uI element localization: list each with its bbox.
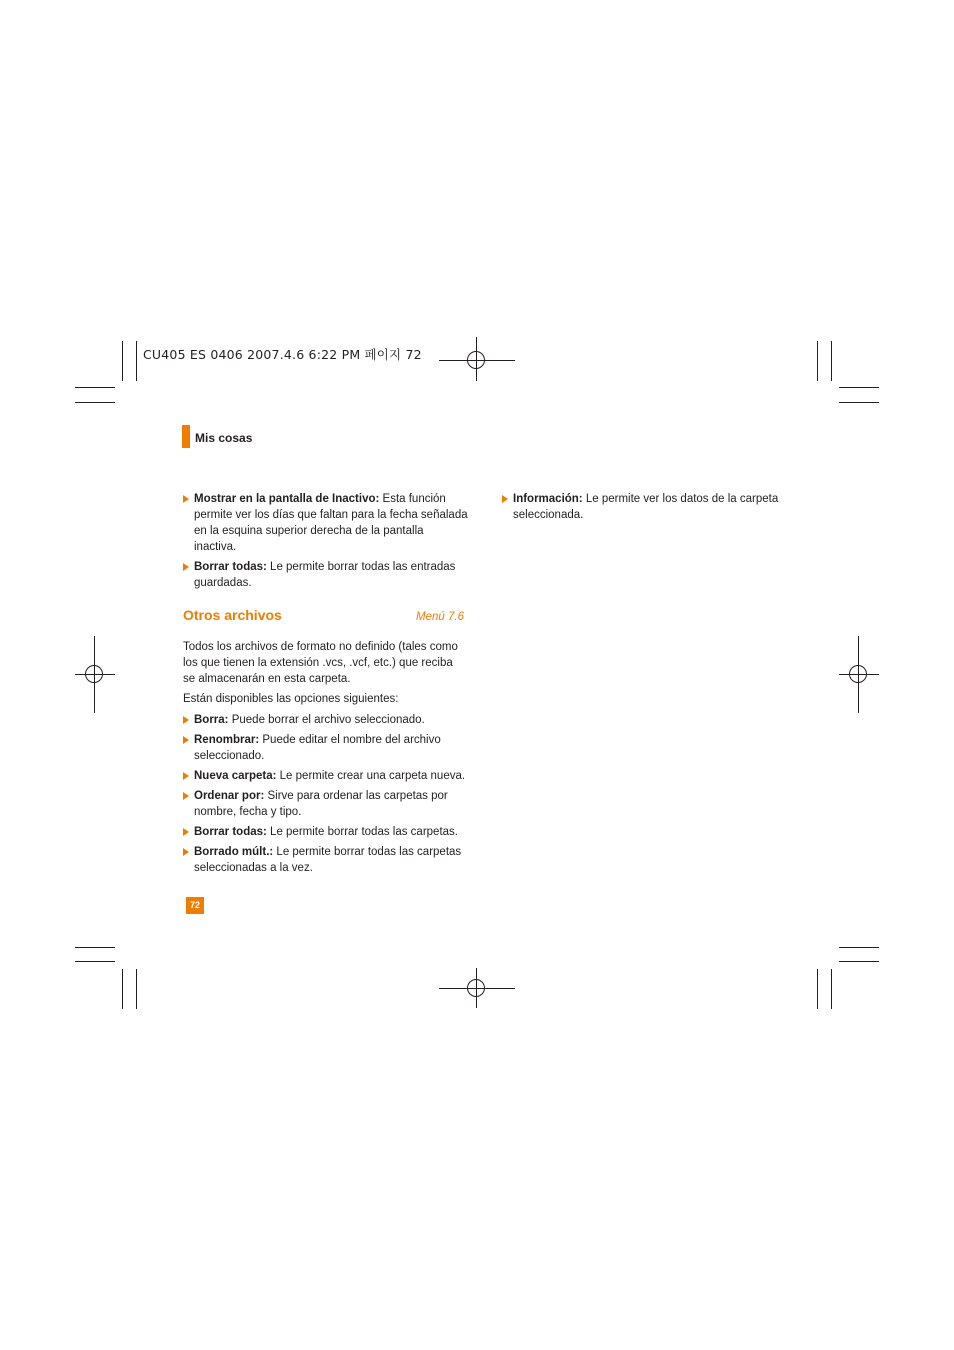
section-heading	[183, 607, 468, 627]
arrow-bullet-icon	[183, 736, 189, 744]
list-item	[502, 491, 792, 523]
list-item	[183, 768, 468, 784]
item-label: Renombrar:	[194, 734, 260, 746]
right-column	[502, 491, 792, 527]
item-label: Borrado múlt.:	[194, 846, 274, 858]
section-header-title: Mis cosas	[195, 431, 253, 445]
print-slug-line: CU405 ES 0406 2007.4.6 6:22 PM 페이지 72	[143, 347, 422, 362]
item-text: Le permite borrar todas las carpetas.	[266, 826, 458, 838]
arrow-bullet-icon	[502, 495, 508, 503]
list-item	[183, 559, 468, 591]
arrow-bullet-icon	[183, 716, 189, 724]
section-title: Otros archivos	[183, 607, 282, 623]
item-label: Mostrar en la pantalla de Inactivo:	[194, 493, 380, 505]
left-column	[183, 491, 468, 880]
item-label: Información:	[513, 493, 583, 505]
item-text: Le permite borrar todas las carpetas seleccionadas a la vez.	[194, 846, 462, 874]
list-item	[183, 491, 468, 555]
list-item	[183, 732, 468, 764]
item-text: Le permite borrar todas las entradas guardadas.	[194, 561, 456, 589]
item-label: Ordenar por:	[194, 790, 265, 802]
item-label: Nueva carpeta:	[194, 770, 277, 782]
item-label: Borra:	[194, 714, 229, 726]
item-text: Esta función permite ver los días que faltan para la fecha señalada en la esquina superior derecha de la pantalla inactiva.	[194, 493, 468, 553]
item-label: Borrar todas:	[194, 561, 267, 573]
arrow-bullet-icon	[183, 792, 189, 800]
arrow-bullet-icon	[183, 495, 189, 503]
arrow-bullet-icon	[183, 563, 189, 571]
item-text: Le permite ver los datos de la carpeta seleccionada.	[513, 493, 779, 521]
options-intro: Están disponibles las opciones siguientes:	[183, 693, 399, 705]
list-item	[183, 844, 468, 876]
item-label: Borrar todas:	[194, 826, 267, 838]
section-intro: Todos los archivos de formato no definido (tales como los que tienen la extensión .vcs, .vcf, etc.) que reciba se almacenarán en esta carpeta.	[183, 641, 458, 685]
item-text: Sirve para ordenar las carpetas por nombre, fecha y tipo.	[194, 790, 448, 818]
arrow-bullet-icon	[183, 772, 189, 780]
arrow-bullet-icon	[183, 848, 189, 856]
list-item	[183, 712, 468, 728]
page-number-badge: 72	[186, 897, 204, 914]
arrow-bullet-icon	[183, 828, 189, 836]
list-item	[183, 788, 468, 820]
item-text: Puede borrar el archivo seleccionado.	[228, 714, 425, 726]
list-item	[183, 824, 468, 840]
item-text: Le permite crear una carpeta nueva.	[276, 770, 466, 782]
menu-reference: Menú 7.6	[416, 611, 464, 623]
header-accent-bar	[182, 425, 190, 448]
item-text: Puede editar el nombre del archivo seleccionado.	[194, 734, 441, 762]
